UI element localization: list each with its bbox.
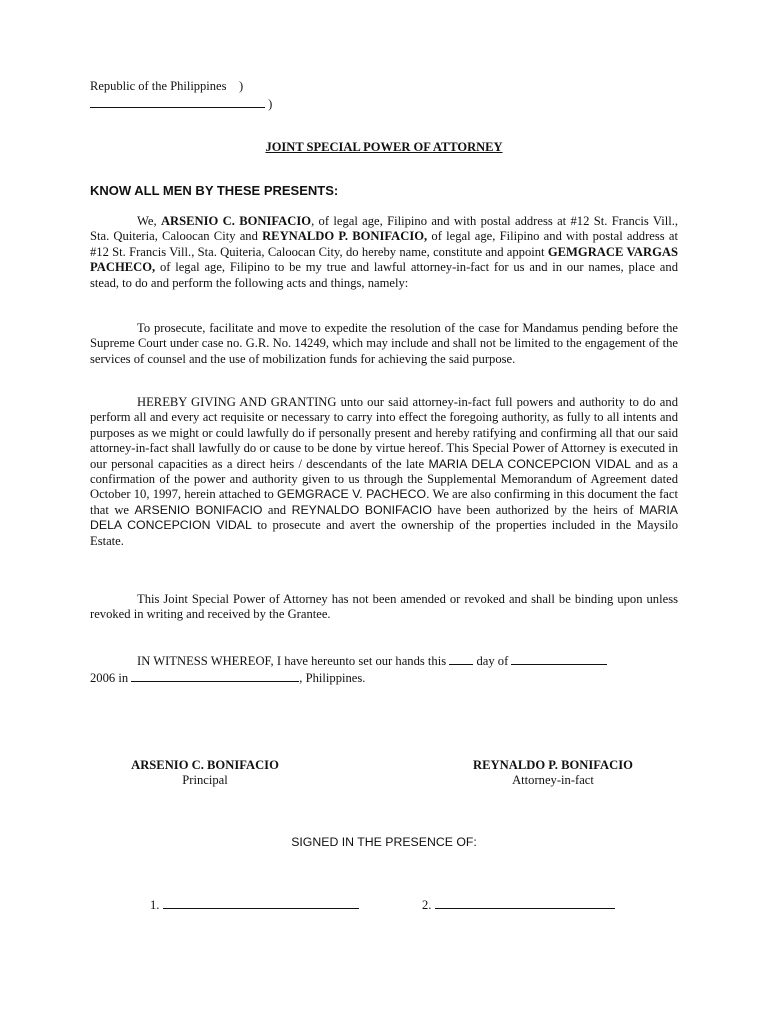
- signatory-name: ARSENIO C. BONIFACIO: [131, 758, 279, 772]
- signatory-role: Attorney-in-fact: [512, 773, 594, 788]
- witness-heading: SIGNED IN THE PRESENCE OF:: [291, 835, 477, 849]
- principal-name: ARSENIO C. BONIFACIO: [160, 214, 312, 228]
- venue-paren: ): [238, 79, 244, 93]
- text: to prosecute and avert the ownership of the properties included in the Maysilo Estate.: [90, 518, 678, 548]
- month-blank: [511, 652, 607, 665]
- witness-blank: [163, 896, 359, 909]
- text: We are also confirming in this document the fact that we: [90, 487, 678, 517]
- text: and: [262, 502, 292, 517]
- venue-country: Republic of the Philippines: [90, 79, 227, 93]
- text: We,: [137, 214, 161, 228]
- signature-block-principal: [110, 758, 300, 789]
- paragraph-binding: This Joint Special Power of Attorney has not been amended or revoked and shall be binding upon unless revoked in writing and received by the Grantee.: [90, 592, 678, 622]
- principal-name: ARSENIO BONIFACIO: [134, 502, 263, 517]
- paragraph-purpose: To prosecute, facilitate and move to expedite the resolution of the case for Mandamus pending before the Supreme Court under case no. G.R. No. 14249, which may include and shall not be limited to the engagement of the services of counsel and the use of mobilization funds for achieving the said purpose.: [90, 321, 678, 366]
- signatory-role: Principal: [182, 773, 228, 788]
- text: , Philippines.: [299, 671, 366, 686]
- place-blank: [131, 669, 299, 682]
- paragraph-witness: [90, 652, 678, 687]
- paragraph-powers: [90, 395, 678, 549]
- deceased-name: MARIA DELA CONCEPCION VIDAL: [428, 456, 631, 471]
- witness-number: 2.: [422, 898, 432, 912]
- text: 2006 in: [90, 671, 129, 686]
- signatory-name: REYNALDO P. BONIFACIO: [473, 758, 633, 772]
- paragraph-appointment: [90, 214, 678, 291]
- text: HEREBY GIVING AND GRANTING unto our said attorney-in-fact full powers and authority to do and perform all and every act requisite or necessary to carry into effect the foregoing authority, as fully to all intents and purposes as we might or could lawfully do if personally present and hereby ratifying and confirming all that our said attorney-in-fact shall lawfully do or cause to be done by virtue hereof. This Special Power of Attorney is executed in our personal capacities as a direct heirs / descendants of the late: [90, 395, 678, 471]
- text: IN WITNESS WHEREOF, I have hereunto set our hands this: [137, 654, 447, 668]
- text: , of legal age, Filipino and with postal address at #12 St. Francis Vill., Sta. Quiteria, Caloocan City and: [90, 214, 679, 244]
- attorney-name: GEMGRACE VARGAS PACHECO,: [90, 244, 678, 275]
- deceased-name: MARIA DELA CONCEPCION VIDAL: [90, 502, 679, 533]
- text: day of: [476, 654, 509, 668]
- text: of legal age, Filipino to be my true and lawful attorney-in-fact for us and in our names, place and stead, to do and perform the following acts and things, namely:: [90, 260, 678, 290]
- document-title: JOINT SPECIAL POWER OF ATTORNEY: [265, 140, 503, 154]
- attorney-name: GEMGRACE V. PACHECO.: [277, 487, 430, 502]
- witness-line-1: [150, 896, 359, 913]
- text: have been authorized by the heirs of: [431, 502, 640, 517]
- witness-line-2: [422, 896, 615, 913]
- venue-blank-line: [90, 95, 265, 108]
- preamble-heading: KNOW ALL MEN BY THESE PRESENTS:: [90, 183, 339, 198]
- venue-paren: ): [268, 97, 273, 111]
- text: and as a confirmation of the power and authority given to us through the Supplemental Memorandum of Agreement dated October 10, 1997, herein attached to: [90, 456, 678, 502]
- signature-block-attorney: [448, 758, 658, 789]
- text: of legal age, Filipino and with postal address at #12 St. Francis Vill., Sta. Quiteria, Caloocan City, do hereby name, constitute and appoint: [90, 229, 678, 259]
- witness-number: 1.: [150, 898, 160, 912]
- witness-blank: [435, 896, 615, 909]
- co-principal-name: REYNALDO P. BONIFACIO,: [262, 229, 428, 244]
- day-blank: [449, 652, 473, 665]
- venue-block: [90, 78, 272, 113]
- co-principal-name: REYNALDO BONIFACIO: [291, 502, 432, 517]
